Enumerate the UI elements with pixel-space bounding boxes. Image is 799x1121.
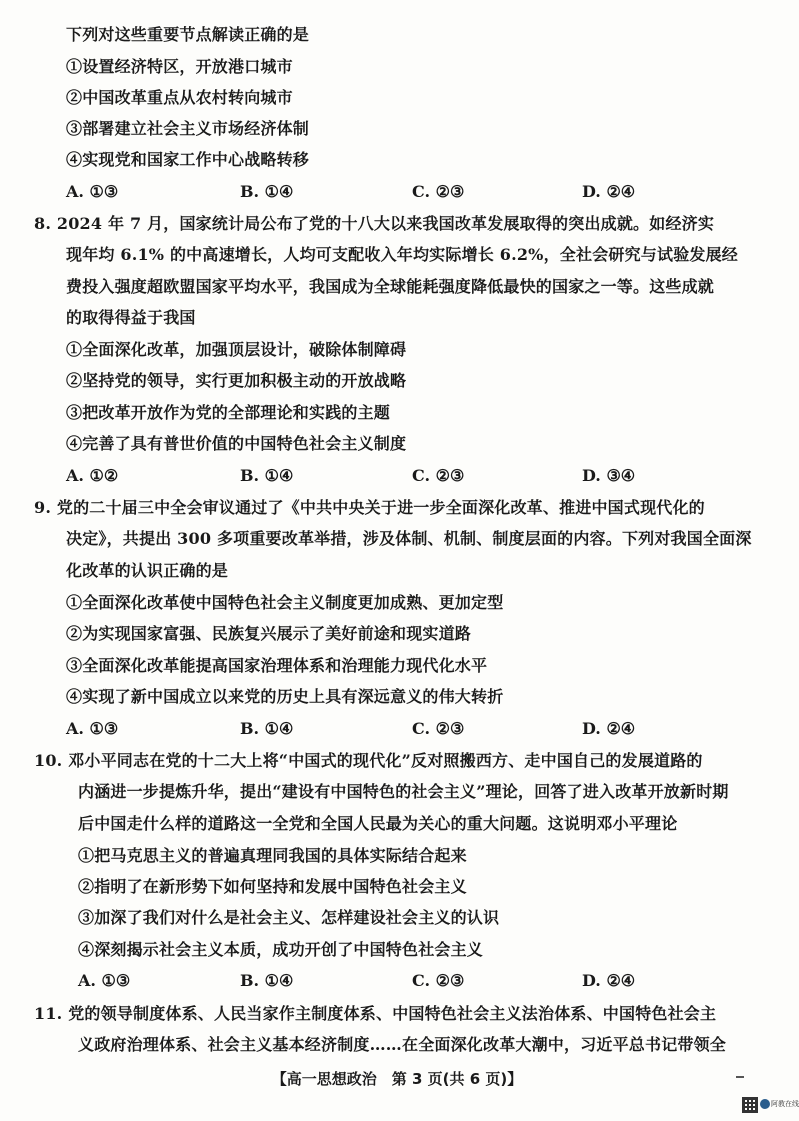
q10-option-d: D. ②④	[582, 971, 636, 990]
watermark-text: 阿教在线	[771, 1100, 799, 1108]
q9-item-2: ②为实现国家富强、民族复兴展示了美好前途和现实道路	[66, 624, 472, 643]
q8-stem-line-2: 现年均 6.1% 的中高速增长，人均可支配收入年均实际增长 6.2%，全社会研究与试验发展经	[66, 245, 738, 264]
q9-stem-line-2: 决定》，共提出 300 多项重要改革举措，涉及体制、机制、制度层面的内容。下列对我国全面深	[66, 529, 752, 548]
q8-option-c: C. ②③	[412, 466, 465, 485]
q10-item-1: ①把马克思主义的普遍真理同我国的具体实际结合起来	[78, 846, 467, 865]
q10-option-a: A. ①③	[78, 971, 131, 990]
q9-stem-line-3: 化改革的认识正确的是	[66, 561, 229, 580]
q7-item-3: ③部署建立社会主义市场经济体制	[66, 119, 310, 138]
q9-option-d: D. ②④	[582, 719, 636, 738]
q9-item-3: ③全面深化改革能提高国家治理体系和治理能力现代化水平	[66, 656, 488, 675]
q8-stem-line-1: 8. 2024 年 7 月，国家统计局公布了党的十八大以来我国改革发展取得的突出成就。如经济实	[34, 214, 715, 233]
q9-stem-line-1: 9. 党的二十届三中全会审议通过了《中共中央关于进一步全面深化改革、推进中国式现代化的	[34, 498, 705, 517]
q10-item-4: ④深刻揭示社会主义本质，成功开创了中国特色社会主义	[78, 940, 484, 959]
q8-stem-line-3: 费投入强度超欧盟国家平均水平，我国成为全球能耗强度降低最快的国家之一等。这些成就	[66, 277, 715, 296]
q7-option-d: D. ②④	[582, 182, 636, 201]
q10-stem-line-2: 内涵进一步提炼升华，提出“建设有中国特色的社会主义”理论，回答了进入改革开放新时期	[78, 782, 729, 801]
q8-stem-line-4: 的取得得益于我国	[66, 308, 196, 327]
q7-option-b: B. ①④	[240, 182, 294, 201]
q10-item-3: ③加深了我们对什么是社会主义、怎样建设社会主义的认识	[78, 908, 500, 927]
page-footer: 【高一思想政治 第 3 页(共 6 页)】	[271, 1070, 523, 1088]
q8-option-d: D. ③④	[582, 466, 636, 485]
q8-item-4: ④完善了具有普世价值的中国特色社会主义制度	[66, 434, 407, 453]
footer-dash	[736, 1076, 744, 1078]
q7-item-2: ②中国改革重点从农村转向城市	[66, 88, 293, 107]
q7-item-1: ①设置经济特区，开放港口城市	[66, 57, 293, 76]
q7-item-4: ④实现党和国家工作中心战略转移	[66, 150, 310, 169]
q9-option-a: A. ①③	[66, 719, 119, 738]
q8-item-3: ③把改革开放作为党的全部理论和实践的主题	[66, 403, 391, 422]
q9-item-1: ①全面深化改革使中国特色社会主义制度更加成熟、更加定型	[66, 593, 504, 612]
q8-option-a: A. ①②	[66, 466, 119, 485]
q10-option-c: C. ②③	[412, 971, 465, 990]
qr-code-icon	[742, 1097, 758, 1113]
q7-option-a: A. ①③	[66, 182, 119, 201]
q10-item-2: ②指明了在新形势下如何坚持和发展中国特色社会主义	[78, 877, 467, 896]
q9-option-c: C. ②③	[412, 719, 465, 738]
q9-option-b: B. ①④	[240, 719, 294, 738]
watermark-logo-icon	[760, 1099, 770, 1109]
q8-option-b: B. ①④	[240, 466, 294, 485]
q8-item-1: ①全面深化改革，加强顶层设计，破除体制障碍	[66, 340, 407, 359]
q11-stem-line-1: 11. 党的领导制度体系、人民当家作主制度体系、中国特色社会主义法治体系、中国特色社会主	[34, 1004, 717, 1023]
q7-option-c: C. ②③	[412, 182, 465, 201]
q10-stem-line-1: 10. 邓小平同志在党的十二大上将“中国式的现代化”反对照搬西方、走中国自己的发展道路的	[34, 751, 703, 770]
q8-item-2: ②坚持党的领导，实行更加积极主动的开放战略	[66, 371, 407, 390]
q7-stem-tail: 下列对这些重要节点解读正确的是	[66, 25, 310, 44]
q10-stem-line-3: 后中国走什么样的道路这一全党和全国人民最为关心的重大问题。这说明邓小平理论	[78, 814, 678, 833]
q9-item-4: ④实现了新中国成立以来党的历史上具有深远意义的伟大转折	[66, 687, 504, 706]
q10-option-b: B. ①④	[240, 971, 294, 990]
q11-stem-line-2: 义政府治理体系、社会主义基本经济制度……在全面深化改革大潮中，习近平总书记带领全	[78, 1035, 727, 1054]
